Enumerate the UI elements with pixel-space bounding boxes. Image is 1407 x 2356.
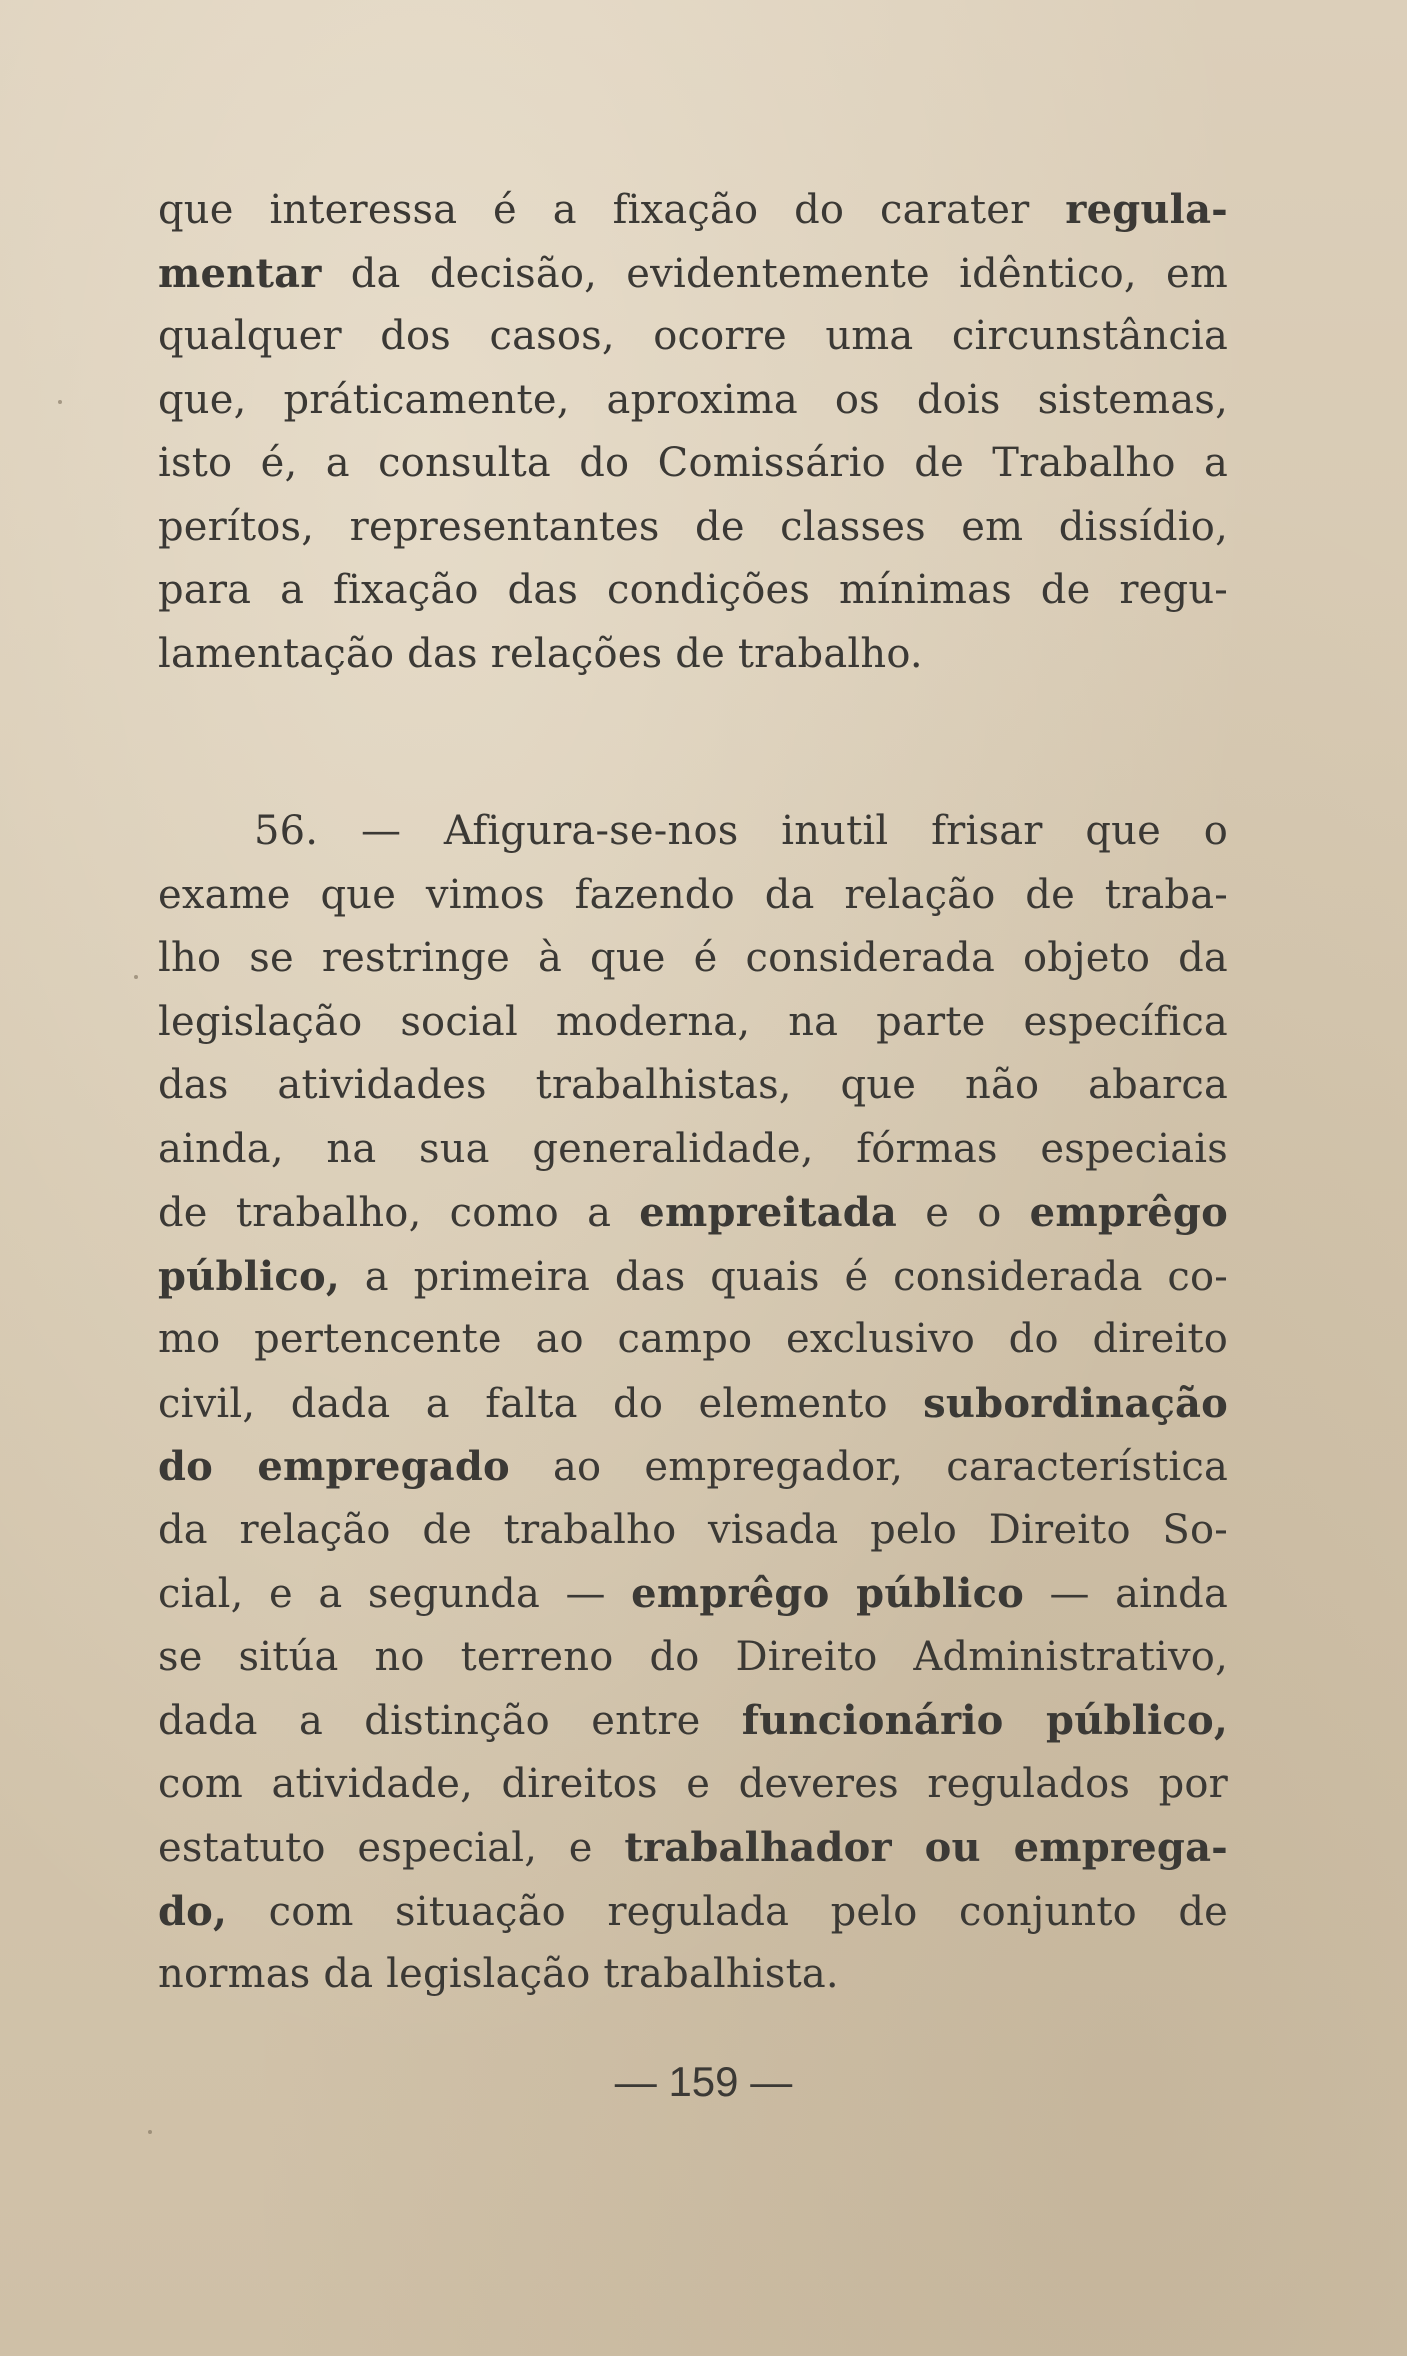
text-line bbox=[158, 432, 1228, 496]
text-run: perítos, representantes de classes em dissídio, bbox=[158, 503, 1228, 550]
text-line bbox=[158, 496, 1228, 560]
text-run: mo pertencente ao campo exclusivo do direito bbox=[158, 1316, 1228, 1362]
text-line bbox=[158, 1499, 1228, 1563]
text-run: dada a distinção entre bbox=[158, 1698, 742, 1744]
text-run: estatuto especial, e bbox=[158, 1825, 625, 1871]
emphasized-term: emprêgo bbox=[1029, 1189, 1228, 1236]
text-line bbox=[158, 864, 1228, 928]
emphasized-term: trabalhador ou emprega- bbox=[624, 1824, 1228, 1871]
text-run: das atividades trabalhistas, que não abarca bbox=[158, 1062, 1228, 1108]
text-line bbox=[158, 1753, 1228, 1817]
emphasized-term: funcionário público, bbox=[741, 1697, 1228, 1744]
text-run: normas da legislação trabalhista. bbox=[158, 1951, 839, 1997]
text-line bbox=[158, 991, 1228, 1055]
emphasized-term: mentar bbox=[158, 249, 322, 297]
text-run: da decisão, evidentemente idêntico, em bbox=[321, 250, 1228, 297]
text-line bbox=[158, 1689, 1228, 1753]
text-run: 56. — Afigura-se-nos inutil frisar que o bbox=[254, 808, 1228, 854]
text-run: da relação de trabalho visada pelo Direito So- bbox=[158, 1506, 1228, 1553]
text-run: cial, e a segunda — bbox=[158, 1571, 632, 1617]
text-run: exame que vimos fazendo da relação de traba- bbox=[158, 871, 1228, 918]
text-line bbox=[158, 623, 1228, 687]
text-line bbox=[158, 800, 1228, 864]
text-run: com atividade, direitos e deveres regulados por bbox=[158, 1760, 1228, 1807]
text-run: qualquer dos casos, ocorre uma circunstância bbox=[158, 313, 1228, 359]
text-line bbox=[158, 305, 1228, 369]
text-line bbox=[158, 1372, 1228, 1436]
paragraph-1 bbox=[158, 178, 1228, 686]
text-run: lho se restringe à que é considerada objeto da bbox=[158, 935, 1228, 981]
text-line bbox=[158, 1562, 1228, 1626]
text-run: lamentação das relações de trabalho. bbox=[158, 630, 923, 677]
paper-speck bbox=[148, 2130, 152, 2134]
emphasized-term: empreitada bbox=[639, 1189, 898, 1236]
text-run: de trabalho, como a bbox=[158, 1190, 640, 1236]
paper-speck bbox=[134, 975, 138, 979]
text-run: que, práticamente, aproxima os dois sistemas, bbox=[158, 376, 1228, 423]
text-line bbox=[158, 1181, 1228, 1245]
text-run: isto é, a consulta do Comissário de Trabalho a bbox=[158, 440, 1228, 486]
emphasized-term: subordinação bbox=[923, 1379, 1228, 1427]
text-run: civil, dada a falta do elemento bbox=[158, 1380, 924, 1427]
text-run: e o bbox=[897, 1190, 1030, 1236]
text-run: — ainda bbox=[1024, 1571, 1228, 1617]
text-line bbox=[158, 1245, 1228, 1309]
emphasized-term: do, bbox=[158, 1887, 228, 1935]
text-line bbox=[158, 369, 1228, 433]
text-run: ao empregador, característica bbox=[509, 1444, 1228, 1490]
text-line bbox=[158, 1626, 1228, 1690]
text-run: se sitúa no terreno do Direito Administrativo, bbox=[158, 1633, 1228, 1680]
text-run: com situação regulada pelo conjunto de bbox=[227, 1888, 1228, 1935]
text-line bbox=[158, 242, 1228, 306]
text-line bbox=[158, 1943, 1228, 2007]
text-line bbox=[158, 1816, 1228, 1880]
emphasized-term: público, bbox=[158, 1252, 340, 1300]
paper-speck bbox=[58, 400, 62, 404]
text-line bbox=[158, 1054, 1228, 1118]
text-run: para a fixação das condições mínimas de regu- bbox=[158, 567, 1228, 613]
text-run: legislação social moderna, na parte específica bbox=[158, 998, 1228, 1045]
text-line bbox=[158, 1118, 1228, 1182]
text-run: a primeira das quais é considerada co- bbox=[339, 1253, 1228, 1300]
text-line bbox=[158, 1435, 1228, 1499]
paragraph-2 bbox=[158, 800, 1228, 2007]
text-run: que interessa é a fixação do carater bbox=[158, 187, 1066, 233]
emphasized-term: do empregado bbox=[158, 1443, 510, 1490]
text-line bbox=[158, 178, 1228, 242]
text-line bbox=[158, 1308, 1228, 1372]
text-line bbox=[158, 1880, 1228, 1944]
emphasized-term: emprêgo público bbox=[631, 1570, 1025, 1617]
text-run: ainda, na sua generalidade, fórmas especiais bbox=[158, 1125, 1228, 1172]
text-line bbox=[158, 927, 1228, 991]
page-number: — 159 — bbox=[614, 2058, 793, 2105]
text-line bbox=[158, 559, 1228, 623]
emphasized-term: regula- bbox=[1065, 186, 1228, 233]
